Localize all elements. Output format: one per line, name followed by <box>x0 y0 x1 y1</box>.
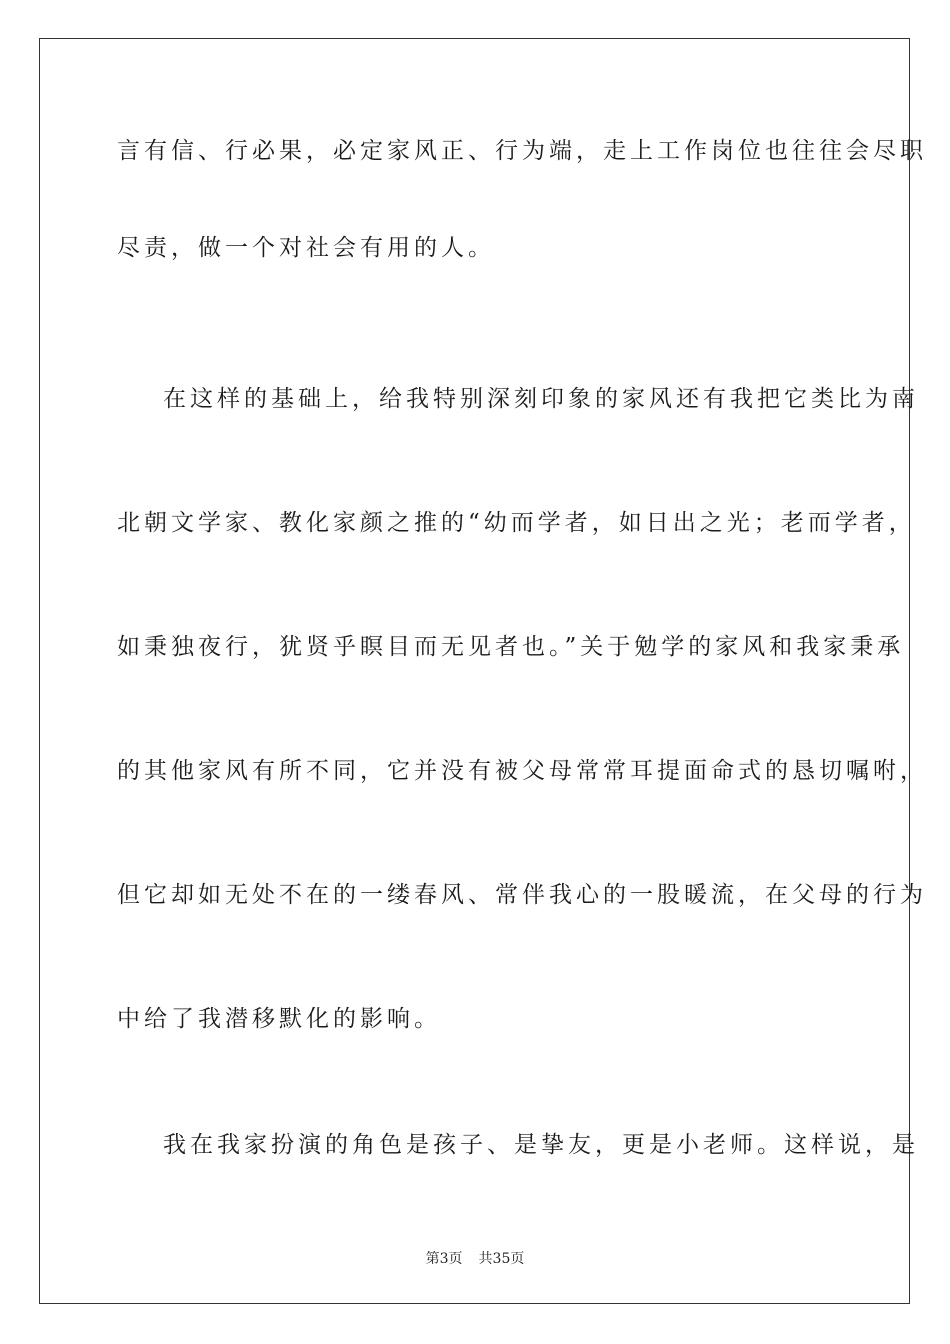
body-text-line: 中给了我潜移默化的影响。 <box>117 1006 441 1032</box>
body-text-line: 的其他家风有所不同，它并没有被父母常常耳提面命式的恳切嘱咐， <box>117 758 927 784</box>
paragraph-first-line: 我在我家扮演的角色是孩子、是挚友，更是小老师。这样说，是 <box>163 1132 919 1158</box>
page-total: 共35页 <box>478 1251 525 1267</box>
body-text-line: 如秉独夜行，犹贤乎瞑目而无见者也。”关于勉学的家风和我家秉承 <box>117 634 905 660</box>
body-text-line: 言有信、行必果，必定家风正、行为端，走上工作岗位也往往会尽职 <box>117 138 927 164</box>
body-text-line: 北朝文学家、教化家颜之推的“幼而学者，如日出之光；老而学者， <box>117 510 916 536</box>
page-number: 第3页 <box>425 1251 463 1267</box>
paragraph-first-line: 在这样的基础上，给我特别深刻印象的家风还有我把它类比为南 <box>163 386 919 412</box>
page-footer <box>0 1248 950 1268</box>
body-text-line: 尽责，做一个对社会有用的人。 <box>117 235 495 261</box>
page-border <box>39 38 927 1304</box>
body-text-line: 但它却如无处不在的一缕春风、常伴我心的一股暖流，在父母的行为 <box>117 882 927 908</box>
